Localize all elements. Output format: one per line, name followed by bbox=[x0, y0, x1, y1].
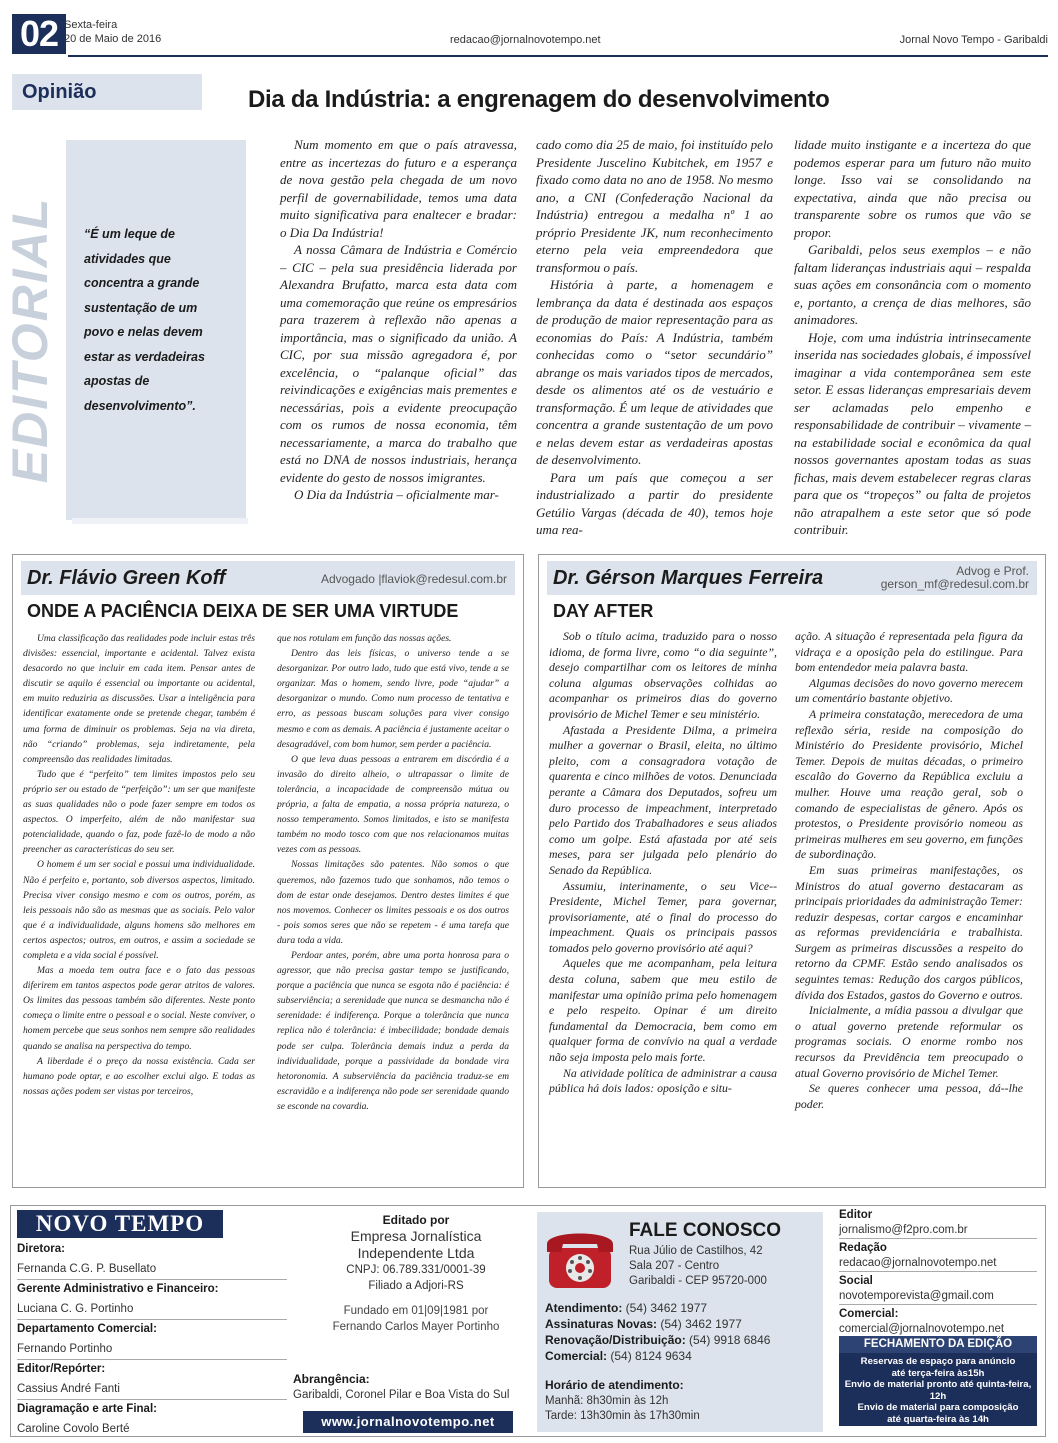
columnist-header bbox=[21, 561, 515, 595]
columnist-meta: Advogado |flaviok@redesul.com.br bbox=[320, 572, 507, 586]
pull-quote: “É um leque de atividades que concentra a grande sustentação de um povo e nelas devem estar as verdadeiras apostas de desenvolvimento”. bbox=[84, 227, 205, 413]
paragraph: Aqueles que me acompanham, pela leitura desta coluna, sabem que meu estilo de manifestar uma opinião prima pelo homenagem e pelo respeito. Opinar é um direito fundamental da Democracia, bem como em qualquer forma de convívio na qual a verdade não seja imposta pelo mais forte. bbox=[549, 956, 777, 1065]
paragraph: Algumas decisões do novo governo merecem um comentário bastante objetivo. bbox=[795, 675, 1023, 706]
phone-assinaturas bbox=[545, 1316, 770, 1332]
address-line: Sala 207 - Centro bbox=[629, 1260, 720, 1272]
paragraph: História à parte, a homenagem e lembrança da data é destinada aos espaços de produção de maior representação para as economias do País: A Indústria, também conhecidas como o “setor secundário” abrange os mais variados tipos de mercados, desde os alimentos até os de vestuário e transformação. É um leque de atividades que concentra a grande sustentação de um povo e nelas devem estar as verdadeiras apostas de desenvolvimento. bbox=[536, 277, 773, 467]
header-rule bbox=[68, 55, 1048, 57]
phone-atendimento bbox=[545, 1300, 770, 1316]
phone-number[interactable]: (54) 8124 9634 bbox=[610, 1349, 692, 1363]
publisher-name-2: Independente Ltda bbox=[357, 1245, 475, 1261]
phone-renovacao bbox=[545, 1332, 770, 1348]
address-line: Garibaldi - CEP 95720-000 bbox=[629, 1275, 767, 1287]
staff-label: Editor/Repórter: bbox=[17, 1363, 106, 1375]
column-left-text-1 bbox=[23, 631, 255, 1099]
paragraph: A primeira constatação, merecedora de uma reflexão séria, reside na composição do Ministério do Presidente provisório, Michel Temer. Depois de muitas décadas, o primeiro escalão do Governo da República excluiu a mulher. Houve uma reação geral, sob o comando de especialistas de gênero. Após os protestos, o Presidente provisório nomeou as primeiras mulheres em seu governo, em funções de subordinação. bbox=[795, 706, 1023, 862]
closing-line: Envio de material para composição bbox=[857, 1402, 1019, 1413]
contact-email[interactable]: comercial@jornalnovotempo.net bbox=[839, 1322, 1037, 1338]
staff-name: Fernando Portinho bbox=[17, 1340, 287, 1361]
column-right-text-2 bbox=[795, 629, 1023, 1112]
address bbox=[629, 1244, 767, 1289]
header-date bbox=[64, 18, 161, 46]
fundado-line-1: Fundado em 01|09|1981 por bbox=[343, 1305, 489, 1317]
contact-title: FALE CONOSCO bbox=[629, 1220, 782, 1241]
editado-label: Editado por bbox=[382, 1213, 450, 1227]
editorial-column-2 bbox=[536, 136, 773, 539]
phone-label: Renovação/Distribuição: bbox=[545, 1333, 686, 1347]
staff-name: Fernanda C.G. P. Busellato bbox=[17, 1260, 287, 1281]
page-header bbox=[10, 8, 1048, 58]
phone-number[interactable]: (54) 3462 1977 bbox=[625, 1301, 708, 1315]
hours-label: Horário de atendimento: bbox=[545, 1378, 684, 1392]
paragraph: Para um país que começou a ser industrializado a partir do presidente Getúlio Vargas (década de 40), temos hoje uma rea- bbox=[536, 469, 773, 537]
columnist-name: Dr. Flávio Green Koff bbox=[27, 567, 226, 589]
paragraph: O homem é um ser social e possui uma individualidade. Não é perfeito e, portanto, sob diversos aspectos, limitado. Precisa viver consigo mesmo e com os outros, porém, as leis pessoais não são as mesmas que as sociais. Pelo valor que é a individualidade, alguns homens são melhores em certos aspectos; outros, em outros, e assim a sociedade se completa e a vida social é possível. bbox=[23, 859, 255, 961]
contact-email[interactable]: novotemporevista@gmail.com bbox=[839, 1289, 1037, 1305]
phone-number[interactable]: (54) 3462 1977 bbox=[660, 1317, 742, 1331]
paragraph: Dentro das leis físicas, o universo tende a se desorganizar. Por outro lado, tudo que está vivo, tende a se organizar. Mas o homem, sendo livre, pode “ajudar” a desorganizar o mundo. Como num processo de tentativa e erro, as pessoas buscam soluções para viver consigo mesmo e com as demais. A paciência é justamente aceitar o desagradável, com bom humor, sem perder a paciência. bbox=[277, 648, 509, 750]
closing-line: Envio de material pronto até quinta-feira, 12h bbox=[844, 1379, 1032, 1402]
contact-label: Social bbox=[839, 1275, 873, 1287]
hours-afternoon: Tarde: 13h30min às 17h30min bbox=[545, 1410, 700, 1422]
paragraph: Em suas primeiras manifestações, os Ministros do atual governo destacaram as principais prioridades da administração Temer: reduzir despesas, cortar cargos e encaminhar as reformas previdenciária e trabalhista. Surgem as primeiras discussões a respeito do retorno da CPMF. Estão sendo analisados os seguintes temas: Redução dos cargos públicos, dívida dos Estados, gastos do Governo e outros. bbox=[795, 862, 1023, 1002]
headline: Dia da Indústria: a engrenagem do desenvolvimento bbox=[248, 86, 830, 113]
abrangencia-text: Garibaldi, Coronel Pilar e Boa Vista do Sul bbox=[293, 1389, 510, 1401]
columnist-header bbox=[547, 561, 1037, 595]
paragraph: Afastada a Presidente Dilma, a primeira mulher a governar o Brasil, eleita, no último pleito, com a consagradora votação de quarenta e cinco milhões de votos. Denunciada perante a Câmara dos Deputados, sofreu um duro processo de impeachment, interpretado pelo Partido dos Trabalhadores e seus aliados como um golpe. Está afastada por até seis meses, para ser julgada pelo plenário do Senado da República. bbox=[549, 722, 777, 877]
columnist-email[interactable]: gerson_mf@redesul.com.br bbox=[880, 577, 1029, 591]
staff-label: Diretora: bbox=[17, 1243, 65, 1255]
address-line: Rua Júlio de Castilhos, 42 bbox=[629, 1245, 763, 1257]
editorial-column-1 bbox=[280, 136, 517, 504]
publisher-info bbox=[291, 1212, 541, 1335]
phone-list bbox=[545, 1300, 770, 1364]
section-tag-label: Opinião bbox=[22, 81, 97, 103]
staff-list bbox=[17, 1240, 287, 1439]
columnist-name: Dr. Gérson Marques Ferreira bbox=[553, 567, 824, 589]
closing-line: até quarta-feira às 14h bbox=[887, 1413, 989, 1425]
staff-label: Diagramação e arte Final: bbox=[17, 1403, 157, 1415]
editorial-vertical-text: EDITORIAL bbox=[2, 196, 58, 484]
phone-label: Comercial: bbox=[545, 1349, 608, 1363]
phone-number[interactable]: (54) 9918 6846 bbox=[689, 1333, 771, 1347]
paragraph: Mas a moeda tem outra face e o fato das pessoas diferirem em tantos aspectos pode gerar atritos de valores. Os limites das pessoas também são diferentes. Neste ponto começa o limite entre o pessoal e o social. Neste conviver, o homem percebe que seus sonhos nem sempre são realidades quando se analisa na perspectiva do tempo. bbox=[23, 965, 255, 1052]
filiado: Filiado a Adjori-RS bbox=[368, 1280, 464, 1292]
staff-name: Cassius André Fanti bbox=[17, 1380, 287, 1401]
column-title: DAY AFTER bbox=[553, 601, 654, 621]
paragraph: Se queres conhecer uma pessoa, dá--lhe poder. bbox=[795, 1081, 1023, 1111]
contact-label: Editor bbox=[839, 1209, 873, 1221]
staff-label: Gerente Administrativo e Financeiro: bbox=[17, 1283, 219, 1295]
section-tag bbox=[12, 74, 202, 110]
contact-label: Comercial: bbox=[839, 1308, 899, 1320]
paragraph: Num momento em que o país atravessa, entre as incertezas do futuro e a esperança de nova gestão pela chegada de um novo perfil de governabilidade, temos uma data muito significativa para enaltecer e bradar: o Dia Da Indústria! bbox=[280, 137, 517, 240]
paragraph: A nossa Câmara de Indústria e Comércio – CIC – pela sua presidência liderada por Alexandra Brufatto, marca esta data com uma comemoração que reúne os empresários para trazerem à reflexão não apenas a importância, mas o significado da união. A CIC, por sua missão agregadora é, por excelência, o “palanque oficial” das reivindicações e exigências mais prementes e necessárias, pois a evidente preocupação com os rumos de nossa economia, têm necessariamente, a marca do trabalho que está no DNA de nossos industriais, herança evidente do gesto de nossos imigrantes. bbox=[280, 242, 517, 485]
paragraph: Uma classificação das realidades pode incluir estas três divisões: essencial, importante e acidental. Talvez exista desacordo no que incluir em cada item. Pensar antes de discutir se aquilo é essencial ou importante ou acidental, em muito reduziria as discussões. Usar a inteligência para identificar exatamente onde se pretende chegar, também é uma forma de diminuir os problemas. Seja na via direta, não “criando” problemas, seja indiretamente, pela compreensão das realidades limitadas. bbox=[23, 633, 255, 765]
hours-morning: Manhã: 8h30min às 12h bbox=[545, 1395, 669, 1407]
paragraph: Tudo que é “perfeito” tem limites impostos pelo seu próprio ser ou estado de “perfeição”: um ser que manifeste as suas qualidades não o pode fazer sempre em todos os aspectos. O imperfeito, além de não manifestar sua potencialidade, quando o faz, pode fazê-lo de modo a não preencher as características do seu ser. bbox=[23, 768, 255, 856]
website-link[interactable]: www.jornalnovotempo.net bbox=[303, 1411, 513, 1433]
staff-name: Luciana C. G. Portinho bbox=[17, 1300, 287, 1321]
paragraph: Na atividade política de administrar a causa pública há dois lados: oposição e situ- bbox=[549, 1065, 777, 1096]
paragraph: A liberdade é o preço da nossa existência. Cada ser humano pode optar, e ao escolher exclui algo. E todas as nossas ações podem ser vistas por terceiros, bbox=[23, 1055, 255, 1097]
paragraph: lidade muito instigante e a incerteza do que podemos esperar para um futuro não muito longe. Isso vai se consolidando na expectativa, ainda que não precisa ou transparente sobre os rumos que vão se propor. bbox=[794, 137, 1031, 240]
phone-label: Assinaturas Novas: bbox=[545, 1317, 658, 1331]
columnist-role: Advog e Prof. bbox=[956, 564, 1029, 578]
closing-title: FECHAMENTO DA EDIÇÃO bbox=[839, 1336, 1037, 1353]
masthead-footer bbox=[10, 1205, 1046, 1437]
paragraph: Nossas limitações são patentes. Não somos o que queremos, não fazemos tudo que sonhamos, não temos o dom de estar onde desejamos. Dentro destes limites é que nos movemos. Conhecer os limites pessoais e os dos outros - pois somos seres que não se repetem - é uma tarefa que dura toda a vida. bbox=[277, 859, 509, 946]
paragraph: Perdoar antes, porém, abre uma porta honrosa para o agressor, que não precisa gastar tempo se justificando, porque a paciência que nunca se esgota não é paciência: é subserviência; a serenidade que nunca se desmancha não é serenidade: é indiferença. Porque a tolerância que nunca replica não é tolerância: é imbecilidade; bondade demais pode ser culpa. Tolerância demais induz a perda da individualidade, porque a passividade da bondade vira hetoronomia. A subserviência da paciência traduz-se em escravidão e a indiferença não pode ser serenidade quando se esconde na covardia. bbox=[277, 949, 509, 1112]
paragraph: Assumiu, interinamente, o seu Vice--Presidente, Michel Temer, para governar, provisoriamente, até o final do processo do impeachment. Quais os principais passos tomados pelo governo provisório até aqui? bbox=[549, 878, 777, 955]
pull-quote-shadow bbox=[72, 518, 248, 524]
newspaper-name: Jornal Novo Tempo - Garibaldi bbox=[899, 34, 1048, 46]
paragraph: Inicialmente, a mídia passou a divulgar que o atual governo pretende reformular os programas sociais. O enorme rombo nos recursos da Previdência tem preocupado o atual Governo provisório de Michel Temer. bbox=[795, 1003, 1023, 1080]
newspaper-logo: NOVO TEMPO bbox=[17, 1210, 223, 1238]
paragraph: Hoje, com uma indústria intrinsecamente inserida nas sociedades globais, é impossível imaginar a vida contemporânea sem este setor. E essas lideranças empresariais devem ser aclamadas pelo empenho e responsabilidade de contribuir – vivamente – na estabilidade social e econômica da qual nossos governantes apostam todas as suas fichas, mais devem estabelecer regras claras para que os “tropeços” ou falta de projetos não atrapalhem a este setor que só pode contribuir. bbox=[794, 329, 1031, 537]
columnist-meta bbox=[881, 565, 1029, 591]
editorial-vertical-label bbox=[2, 196, 58, 484]
column-left-text-2 bbox=[277, 631, 509, 1114]
paragraph: Garibaldi, pelos seus exemplos – e não faltam lideranças industriais aqui – respalda suas ações em consonância com o momento e, portanto, a crença de dias melhores, são animadores. bbox=[794, 242, 1031, 327]
staff-label: Departamento Comercial: bbox=[17, 1323, 157, 1335]
column-title: ONDE A PACIÊNCIA DEIXA DE SER UMA VIRTUDE bbox=[27, 601, 459, 621]
header-email[interactable]: redacao@jornalnovotempo.net bbox=[450, 34, 601, 46]
closing-schedule bbox=[839, 1336, 1037, 1426]
page-number: 02 bbox=[12, 14, 66, 54]
publisher-name-1: Empresa Jornalística bbox=[350, 1228, 482, 1244]
staff-name: Caroline Covolo Berté bbox=[17, 1422, 130, 1435]
paragraph: que nos rotulam em função das nossas ações. bbox=[277, 633, 452, 644]
telephone-icon bbox=[545, 1222, 615, 1292]
phone-comercial bbox=[545, 1348, 770, 1364]
paragraph: ação. A situação é representada pela figura da vidraça e a oposição pela do estilingue. Para bom entendedor meia palavra basta. bbox=[795, 629, 1023, 675]
editorial-column-3 bbox=[794, 136, 1031, 539]
columnist-left-box bbox=[12, 554, 524, 1188]
paragraph: O Dia da Indústria – oficialmente mar- bbox=[294, 487, 499, 502]
phone-label: Atendimento: bbox=[545, 1301, 623, 1315]
fundado-line-2: Fernando Carlos Mayer Portinho bbox=[332, 1321, 500, 1333]
contact-email[interactable]: jornalismo@f2pro.com.br bbox=[839, 1223, 1037, 1239]
weekday: Sexta-feira bbox=[64, 19, 118, 31]
contact-email[interactable]: redacao@jornalnovotempo.net bbox=[839, 1256, 1037, 1272]
office-hours bbox=[545, 1378, 700, 1424]
paragraph: Sob o título acima, traduzido para o nosso idioma, de forma livre, como “o dia seguinte”, desejo compartilhar com os leitores de minha coluna algumas observações colhidas ao acompanhar os primeiros dias do governo provisório de Michel Temer e seu ministério. bbox=[549, 629, 777, 721]
closing-line: Reservas de espaço para anúncio bbox=[860, 1356, 1016, 1367]
contact-box bbox=[537, 1212, 823, 1432]
email-contacts bbox=[839, 1208, 1037, 1340]
paragraph: cado como dia 25 de maio, foi instituído pelo Presidente Juscelino Kubitchek, em 1957 e fixado como data no ano de 1958. No mesmo ano, a CNI (Confederação Nacional da Indústria) entregou a medalha nº 1 ao próprio Presidente JK, num reconhecimento eterno pela veia empreendedora que transformou o país. bbox=[536, 137, 773, 275]
date: 20 de Maio de 2016 bbox=[64, 33, 162, 45]
paragraph: O que leva duas pessoas a entrarem em discórdia é a invasão do direito alheio, o ultrapassar o limite de tolerância, a incapacidade de compreensão mútua ou própria, a falta de empatia, a nossa própria natureza, o nosso temperamento. Somos limitados, e isto se manifesta também no modo tosco com que nos relacionamos muitas vezes com as pessoas. bbox=[277, 753, 509, 856]
contact-label: Redação bbox=[839, 1242, 887, 1254]
closing-line: até terça-feira às15h bbox=[891, 1367, 985, 1379]
abrangencia bbox=[293, 1371, 543, 1403]
cnpj: CNPJ: 06.789.331/0001-39 bbox=[346, 1264, 486, 1276]
column-right-text-1 bbox=[549, 629, 777, 1097]
abrangencia-label: Abrangência: bbox=[293, 1372, 370, 1386]
pull-quote-box bbox=[66, 140, 246, 520]
columnist-right-box bbox=[538, 554, 1046, 1188]
